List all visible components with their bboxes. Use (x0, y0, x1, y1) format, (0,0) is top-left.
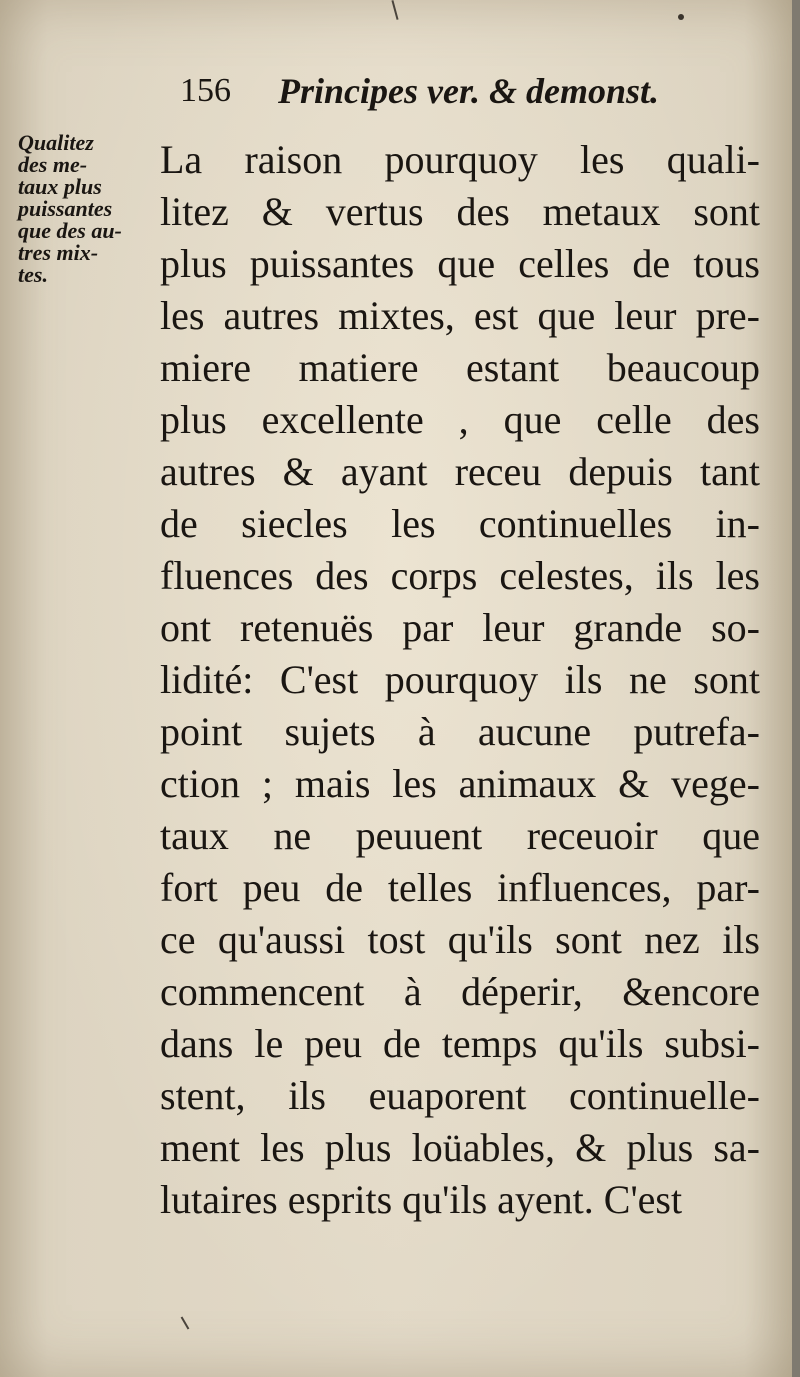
text-line: les autres mixtes, est que leur pre- (160, 293, 760, 338)
margin-note (18, 132, 168, 286)
text-line: lutaires esprits qu'ils ayent. C'est (160, 1177, 683, 1222)
page-number: 156 (180, 72, 231, 109)
running-title: Principes ver. & demonst. (278, 71, 659, 111)
text-line: fluences des corps celestes, ils les (160, 553, 760, 598)
text-line: La raison pourquoy les quali- (160, 137, 760, 182)
margin-note-line: tres mix- (18, 240, 99, 265)
margin-note-line: que des au- (18, 218, 122, 243)
ink-mark (181, 1316, 190, 1329)
text-line: stent, ils euaporent continuelle- (160, 1073, 760, 1118)
text-line: ment les plus loüables, & plus sa- (160, 1125, 760, 1170)
text-line: litez & vertus des metaux sont (160, 189, 760, 234)
ink-mark (391, 0, 398, 20)
text-line: commencent à déperir, &encore (160, 969, 760, 1014)
margin-note-line: des me- (18, 152, 88, 177)
margin-note-line: Qualitez (18, 130, 94, 155)
text-line: de siecles les continuelles in- (160, 501, 760, 546)
text-line: lidité: C'est pourquoy ils ne sont (160, 657, 760, 702)
margin-note-line: taux plus (18, 174, 102, 199)
ink-dot (678, 14, 684, 20)
margin-note-line: puissantes (18, 196, 113, 221)
text-line: ont retenuës par leur grande so- (160, 605, 760, 650)
text-line: plus excellente , que celle des (160, 397, 760, 442)
text-line: plus puissantes que celles de tous (160, 241, 760, 286)
text-line: ce qu'aussi tost qu'ils sont nez ils (160, 917, 760, 962)
text-line: taux ne peuuent receuoir que (160, 813, 760, 858)
text-line: dans le peu de temps qu'ils subsi- (160, 1021, 760, 1066)
text-line: ction ; mais les animaux & vege- (160, 761, 760, 806)
margin-note-line: tes. (18, 262, 48, 287)
body-text (160, 134, 760, 1226)
page-header (180, 64, 740, 124)
text-line: point sujets à aucune putrefa- (160, 709, 760, 754)
text-line: fort peu de telles influences, par- (160, 865, 760, 910)
page-edge (792, 0, 800, 1377)
text-line: autres & ayant receu depuis tant (160, 449, 760, 494)
text-line: miere matiere estant beaucoup (160, 345, 760, 390)
